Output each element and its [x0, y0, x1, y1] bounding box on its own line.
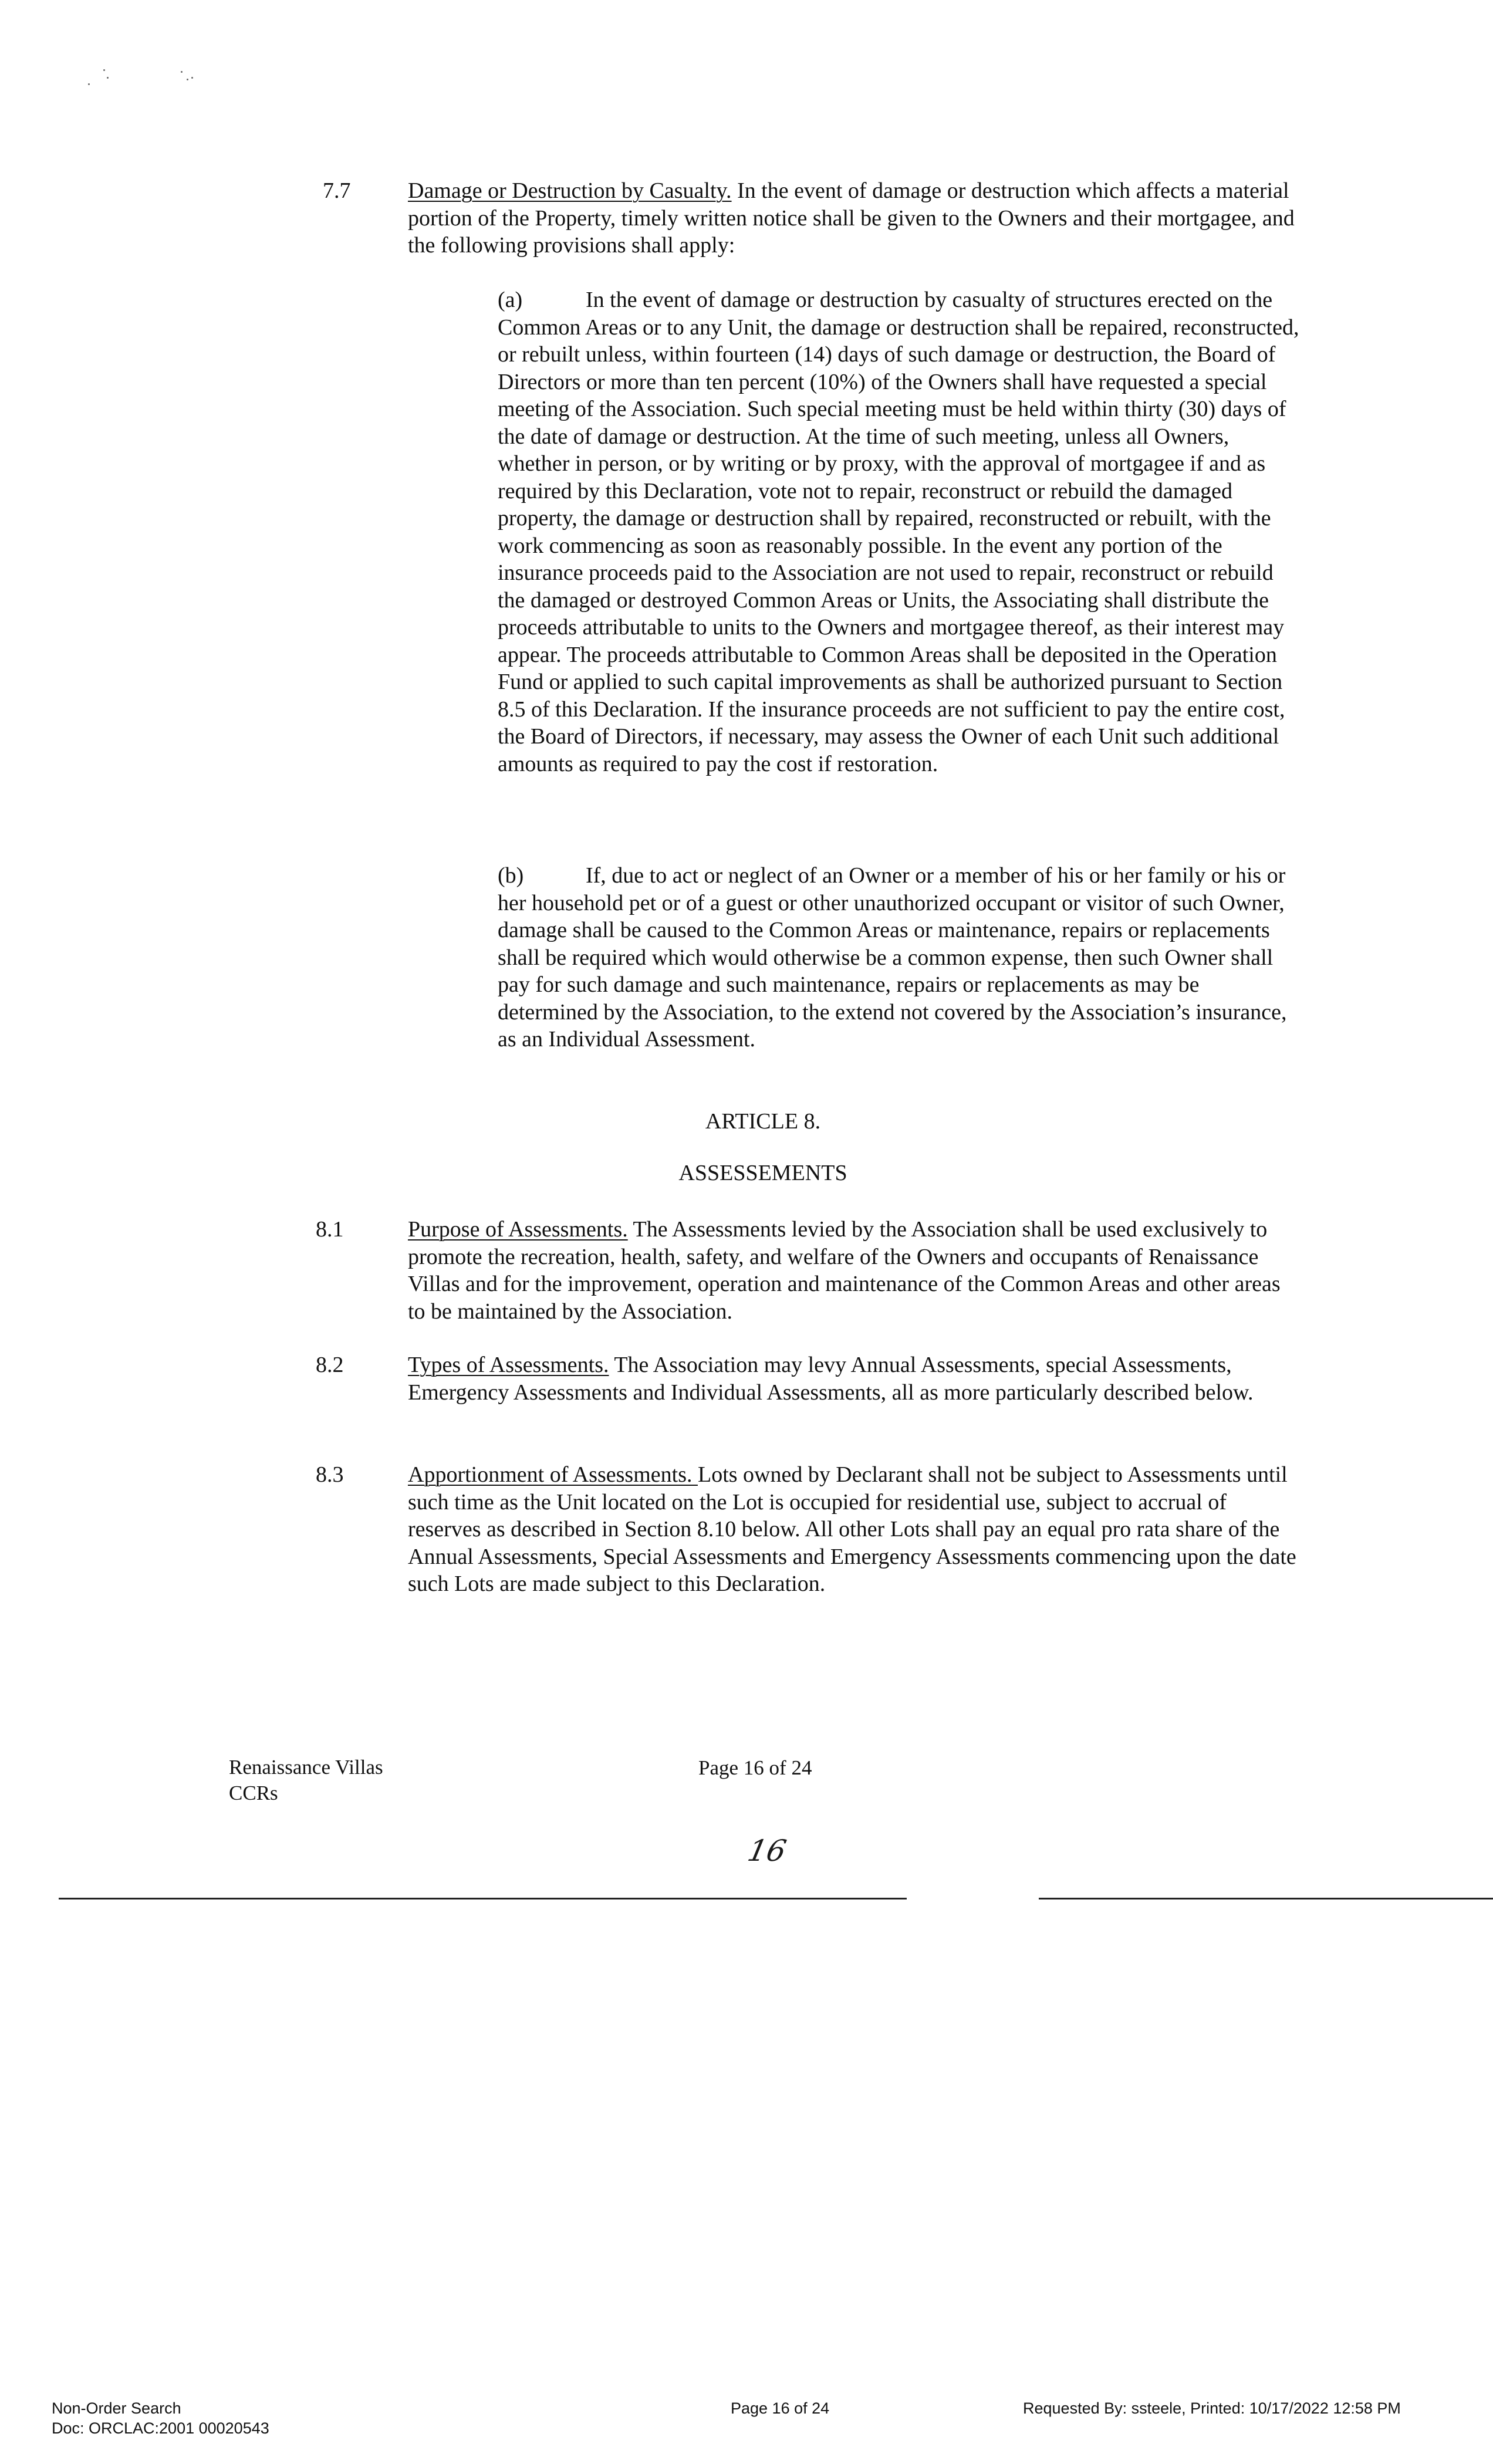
handwritten-page-number: 16 — [744, 1834, 789, 1868]
subparagraph-text: In the event of damage or destruction by casualty of structures erected on the Common Areas or to any Unit, the damage or destruction shall be repaired, reconstructed, or rebuilt unless, within fourteen (14) days of such damage or destruction, the Board of Directors or more than ten percent (10%) of the Owners shall have requested a special meeting of the Association. Such special meeting must be held within thirty (30) days of the date of damage or destruction. At the time of such meeting, unless all Owners, whether in person, or by writing or by proxy, with the approval of mortgagee if and as required by this Declaration, vote not to repair, reconstruct or rebuild the damaged property, the damage or destruction shall by repaired, reconstructed or rebuilt, with the work commencing as soon as reasonably possible. In the event any portion of the insurance proceeds paid to the Association are not used to repair, reconstruct or rebuild the damaged or destroyed Common Areas or Units, the Associating shall distribute the proceeds attributable to units to the Owners and mortgagee thereof, as their interest may appear. The proceeds attributable to Common Areas shall be deposited in the Operation Fund or applied to such capital improvements as shall be authorized pursuant to Section 8.5 of this Declaration. If the insurance proceeds are not sufficient to pay the entire cost, the Board of Directors, if necessary, may assess the Owner of each Unit such additional amounts as required to pay the cost if restoration. — [498, 288, 1299, 776]
doc-footer-left — [229, 1755, 383, 1806]
subparagraph-label: (b) — [498, 863, 524, 888]
subparagraph-label: (a) — [498, 288, 523, 312]
section-heading: Apportionment of Assessments. — [408, 1462, 698, 1487]
subparagraph-a — [498, 286, 1302, 778]
doc-footer-subtitle: CCRs — [229, 1782, 278, 1804]
print-footer-search: Non-Order Search — [52, 2399, 181, 2417]
article-number: ARTICLE 8. — [705, 1109, 821, 1134]
article-title: ASSESSEMENTS — [678, 1161, 847, 1185]
section-text: Lots owned by Declarant shall not be subject to Assessments until such time as the Unit located on the Lot is occupied for residential use, subject to accrual of reserves as described in Section 8.10 below. All other Lots shall pay an equal pro rata share of the Annual Assessments, Special Assessments and Emergency Assessments commencing upon the date such Lots are made subject to this Declaration. — [408, 1462, 1296, 1596]
section-text: The Assessments levied by the Association shall be used exclusively to promote the recreation, health, safety, and welfare of the Owners and occupants of Renaissance Villas and for the improvement, operation and maintenance of the Common Areas and other areas to be maintained by the Association. — [408, 1217, 1281, 1324]
print-footer-left — [52, 2398, 269, 2438]
subparagraph-text: If, due to act or neglect of an Owner or a member of his or her family or his or her household pet or of a guest or other unauthorized occupant or visitor of such Owner, damage shall be caused to the Common Areas or maintenance, repairs or replacements shall be required which would otherwise be a common expense, then such Owner shall pay for such damage and such maintenance, repairs or replacements as may be determined by the Association, to the extend not covered by the Association’s insurance, as an Individual Assessment. — [498, 863, 1287, 1052]
section-number: 7.7 — [323, 178, 351, 203]
section-8-2 — [408, 1351, 1282, 1406]
footer-rule-left — [59, 1898, 907, 1899]
section-8-3 — [408, 1461, 1297, 1598]
section-text: In the event of damage or destruction which affects a material portion of the Property, timely written notice shall be given to the Owners and their mortgagee, and the following provisions shall apply: — [408, 178, 1295, 258]
footer-rule-right — [1039, 1898, 1493, 1899]
section-number: 8.2 — [316, 1353, 344, 1377]
doc-footer-title: Renaissance Villas — [229, 1756, 383, 1779]
section-heading: Types of Assessments. — [408, 1353, 609, 1377]
print-footer-doc: Doc: ORCLAC:2001 00020543 — [52, 2419, 269, 2437]
section-heading: Purpose of Assessments. — [408, 1217, 628, 1242]
print-footer-page: Page 16 of 24 — [731, 2399, 830, 2417]
section-heading: Damage or Destruction by Casualty. — [408, 178, 732, 203]
print-footer-requested: Requested By: ssteele, Printed: 10/17/2022 12:58 PM — [1023, 2399, 1401, 2417]
section-8-1 — [408, 1216, 1297, 1325]
section-text: The Association may levy Annual Assessments, special Assessments, Emergency Assessments and Individual Assessments, all as more particularly described below. — [408, 1353, 1254, 1405]
subparagraph-b — [498, 862, 1302, 1053]
section-number: 8.1 — [316, 1217, 344, 1242]
section-7-7 — [408, 177, 1300, 259]
doc-footer-page: Page 16 of 24 — [698, 1756, 812, 1779]
section-number: 8.3 — [316, 1462, 344, 1487]
